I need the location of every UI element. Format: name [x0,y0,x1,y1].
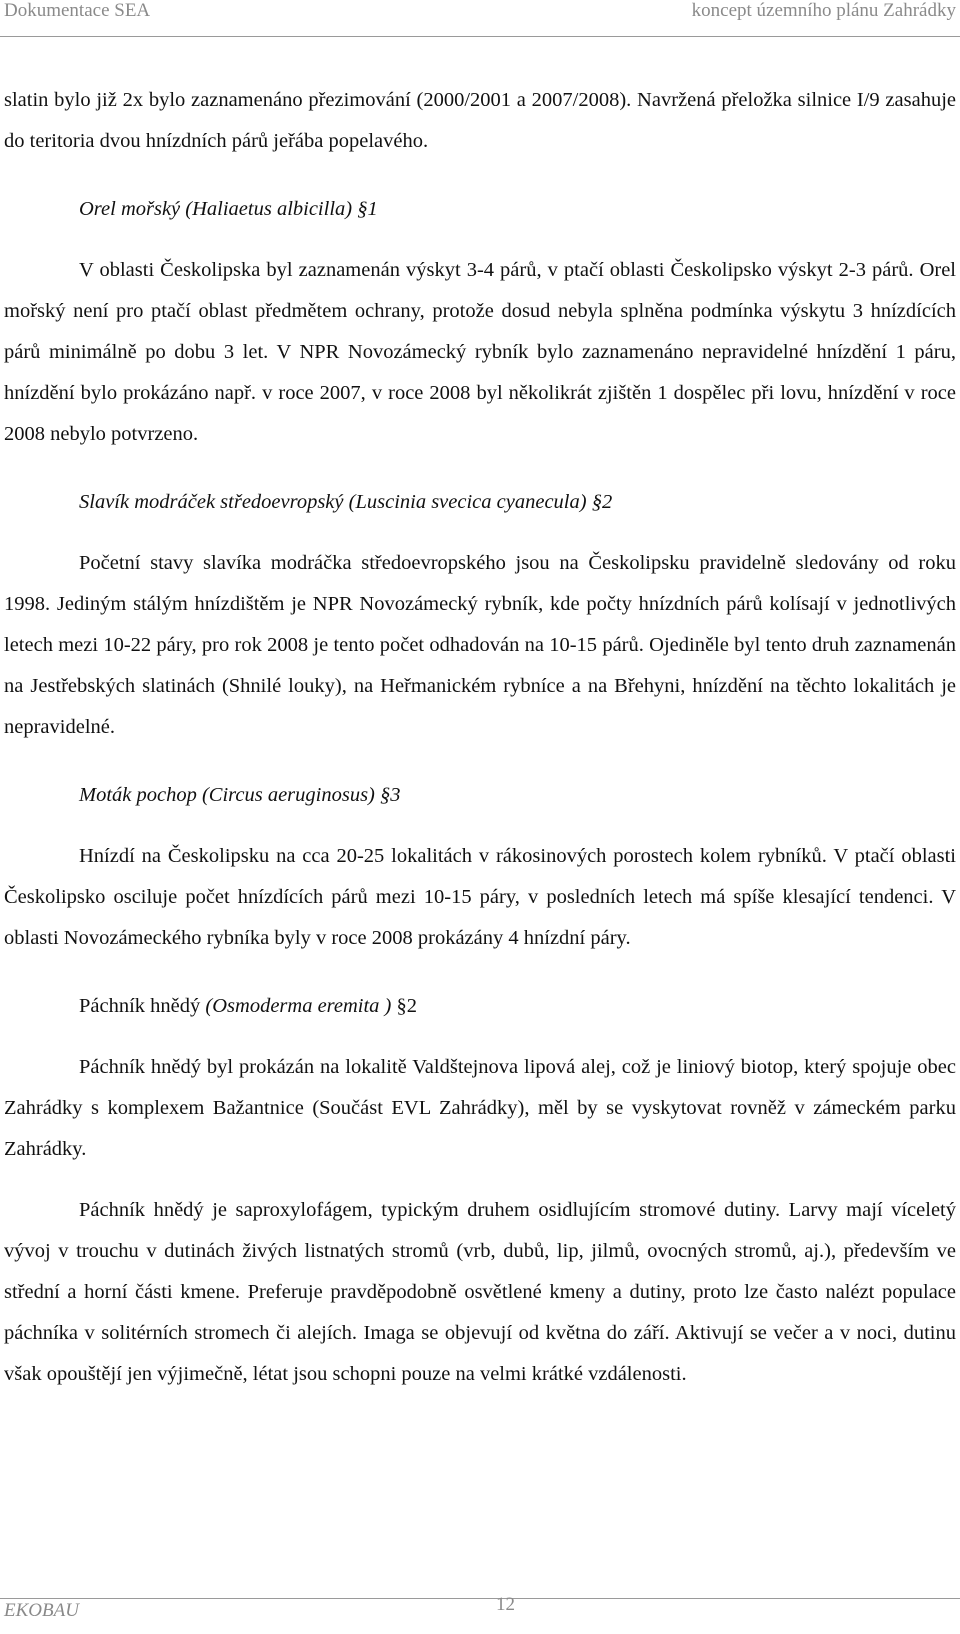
paragraph-orel-morsky: V oblasti Českolipska byl zaznamenán výskyt 3-4 párů, v ptačí oblasti Českolipsko výskyt 2-3 párů. Orel mořský není pro ptačí oblast předmětem ochrany, protože dosud nebyla splněna podmínka výskytu 3 hnízdících párů minimálně po dobu 3 let. V NPR Novozámecký rybník bylo zaznamenáno nepravidelné hnízdění 1 páru, hnízdění bylo prokázáno např. v roce 2007, v roce 2008 byl několikrát zjištěn 1 dospělec při lovu, hnízdění v roce 2008 nebylo potvrzeno. [4,259,956,445]
paragraph-slavik-modracek: Početní stavy slavíka modráčka středoevropského jsou na Českolipsku pravidelně sledovány od roku 1998. Jediným stálým hnízdištěm je NPR Novozámecký rybník, kde počty hnízdních párů kolísají v jednotlivých letech mezi 10-22 páry, pro rok 2008 je tento počet odhadován na 10-15 párů. Ojediněle byl tento druh zaznamenán na Jestřebských slatinách (Shnilé louky), na Heřmanickém rybníce a na Břehyni, hnízdění na těchto lokalitách je nepravidelné. [4,552,956,738]
header-document-title: Dokumentace SEA [4,0,151,21]
heading-orel-morsky: Orel mořský (Haliaetus albicilla) §1 [79,198,378,220]
heading-pachnik-hnedy: Páchník hnědý (Osmoderma eremita ) §2 [79,995,418,1017]
paragraph-continuation: slatin bylo již 2x bylo zaznamenáno přezimování (2000/2001 a 2007/2008). Navržená přeložka silnice I/9 zasahuje do teritoria dvou hnízdních párů jeřába popelavého. [4,89,956,152]
paragraph-pachnik-hnedy-2: Páchník hnědý je saproxylofágem, typickým druhem osidlujícím stromové dutiny. Larvy mají víceletý vývoj v trouchu v dutinách živých listnatých stromů (vrb, dubů, lip, jilmů, ovocných stromů, aj.), především ve střední a horní části kmene. Preferuje pravděpodobně osvětlené kmeny a dutiny, proto lze často nalézt populace páchníka v solitérních stromech či alejích. Imaga se objevují od května do září. Aktivují se večer a v noci, dutinu však opouštějí jen výjimečně, létat jsou schopni pouze na velmi krátké vzdálenosti. [4,1199,956,1385]
page-header [0,0,960,38]
header-project-title: koncept územního plánu Zahrádky [691,0,956,21]
heading-motak-pochop: Moták pochop (Circus aeruginosus) §3 [79,784,401,806]
footer-company-name: EKOBAU [4,1600,79,1621]
paragraph-motak-pochop: Hnízdí na Českolipsku na cca 20-25 lokalitách v rákosinových porostech kolem rybníků. V ptačí oblasti Českolipsko osciluje počet hnízdících párů mezi 10-15 páry, v posledních letech má spíše klesající tendenci. V oblasti Novozámeckého rybníka byly v roce 2008 prokázány 4 hnízdní páry. [4,845,956,949]
header-divider [0,36,960,37]
heading-slavik-modracek: Slavík modráček středoevropský (Luscinia svecica cyanecula) §2 [79,491,613,513]
paragraph-pachnik-hnedy-1: Páchník hnědý byl prokázán na lokalitě Valdštejnova lipová alej, což je liniový biotop, který spojuje obec Zahrádky s komplexem Bažantnice (Součást EVL Zahrádky), měl by se vyskytovat rovněž v zámeckém parku Zahrádky. [4,1056,956,1160]
page-footer [0,1586,960,1634]
page-number: 12 [496,1594,515,1615]
page-body [4,80,956,1395]
